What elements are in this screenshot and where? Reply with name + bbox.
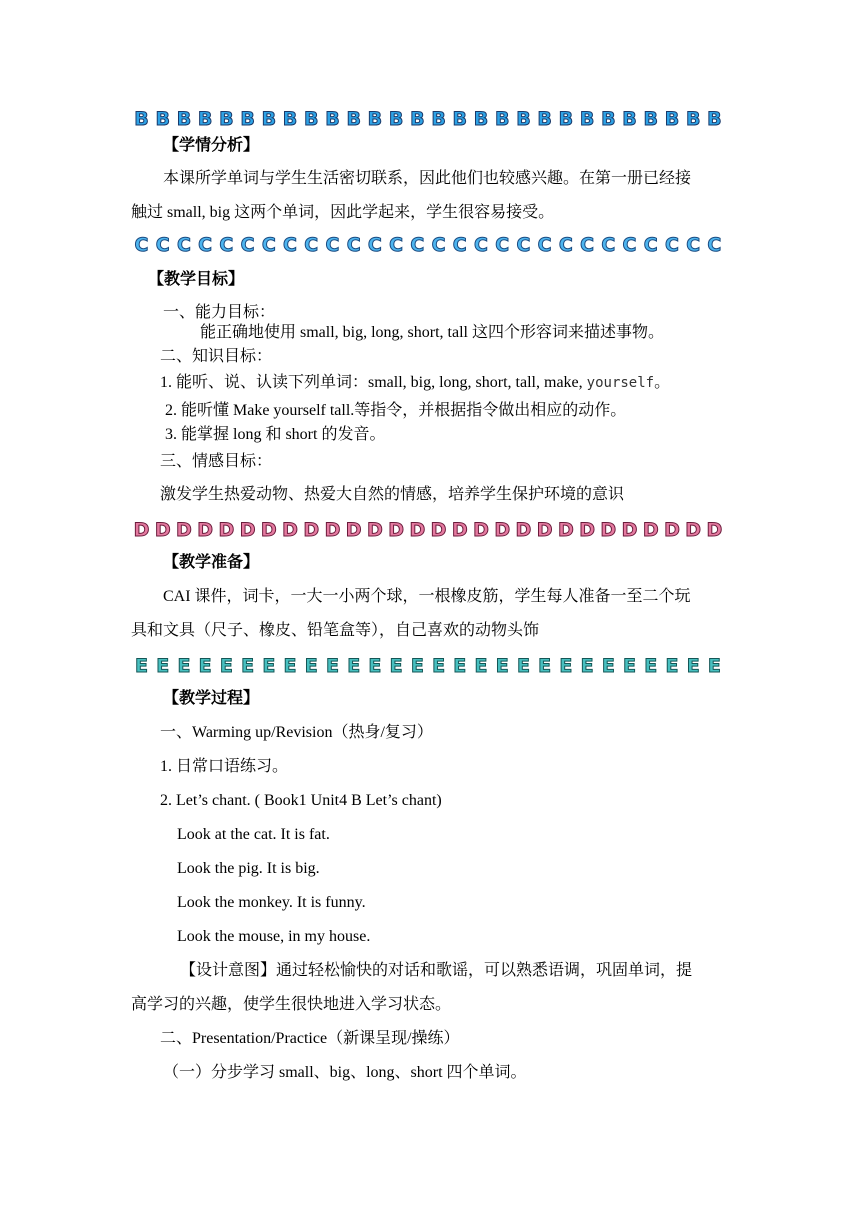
decorative-letter: C bbox=[622, 234, 637, 256]
decorative-letter: B bbox=[134, 108, 149, 130]
process-line: （一）分步学习 small、big、long、short 四个单词。 bbox=[163, 1064, 527, 1081]
process-line: 2. Let’s chant. ( Book1 Unit4 B Let’s chant) bbox=[160, 792, 442, 809]
decorative-letter: B bbox=[664, 108, 680, 130]
decorative-letter: C bbox=[283, 234, 297, 256]
goal-code-word: yourself bbox=[586, 375, 655, 391]
decorative-letter: C bbox=[219, 234, 234, 256]
chant-line: Look the pig. It is big. bbox=[177, 860, 320, 877]
goal-line: 能正确地使用 small, big, long, short, tall 这四个形容词来描述事物。 bbox=[200, 324, 664, 341]
decorative-letter: D bbox=[176, 519, 192, 541]
decorative-e-border bbox=[133, 655, 723, 677]
decorative-letter: C bbox=[240, 234, 255, 256]
decorative-letter: D bbox=[388, 519, 405, 541]
decorative-letter: D bbox=[685, 519, 702, 541]
decorative-letter: C bbox=[198, 234, 213, 256]
chant-line: Look the mouse, in my house. bbox=[177, 928, 371, 945]
paragraph-line: 触过 small, big 这两个单词，因此学起来，学生很容易接受。 bbox=[131, 204, 555, 221]
process-line: 1. 日常口语练习。 bbox=[160, 758, 289, 775]
decorative-letter: B bbox=[452, 108, 468, 130]
chant-line: Look the monkey. It is funny. bbox=[177, 894, 366, 911]
decorative-letter: E bbox=[623, 655, 637, 677]
decorative-letter: E bbox=[538, 655, 552, 677]
decorative-letter: B bbox=[643, 108, 658, 130]
decorative-letter: E bbox=[707, 655, 721, 677]
decorative-letter: B bbox=[431, 108, 446, 130]
decorative-letter: D bbox=[557, 519, 574, 541]
decorative-letter: D bbox=[621, 519, 638, 541]
decorative-letter: D bbox=[706, 519, 723, 541]
decorative-letter: B bbox=[367, 108, 383, 130]
decorative-letter: B bbox=[197, 108, 213, 130]
decorative-letter: D bbox=[409, 519, 426, 541]
decorative-letter: B bbox=[707, 108, 722, 130]
decorative-letter: B bbox=[155, 108, 170, 130]
heading-teaching-prep: 【教学准备】 bbox=[163, 554, 260, 571]
decorative-letter: D bbox=[239, 519, 256, 541]
decorative-letter: C bbox=[431, 234, 446, 256]
decorative-letter: C bbox=[537, 234, 552, 256]
decorative-letter: D bbox=[154, 519, 171, 541]
chant-line: Look at the cat. It is fat. bbox=[177, 826, 330, 843]
decorative-letter: E bbox=[389, 655, 403, 677]
decorative-letter: E bbox=[368, 655, 382, 677]
decorative-letter: D bbox=[494, 519, 511, 541]
decorative-letter: C bbox=[474, 234, 488, 256]
decorative-letter: B bbox=[304, 108, 319, 130]
decorative-letter: D bbox=[282, 519, 298, 541]
decorative-letter: B bbox=[601, 108, 616, 130]
decorative-letter: D bbox=[303, 519, 320, 541]
decorative-letter: B bbox=[176, 108, 192, 130]
goal-line: 激发学生热爱动物、热爱大自然的情感，培养学生保护环境的意识 bbox=[160, 486, 625, 503]
goal-text-end: 。 bbox=[654, 374, 671, 391]
decorative-letter: E bbox=[198, 655, 212, 677]
decorative-letter: B bbox=[622, 108, 637, 130]
decorative-letter: B bbox=[558, 108, 574, 130]
decorative-letter: D bbox=[218, 519, 235, 541]
process-line: 一、Warming up/Revision（热身/复习） bbox=[160, 724, 433, 741]
goal-line: 三、情感目标： bbox=[160, 453, 273, 470]
decorative-d-border bbox=[133, 519, 723, 541]
decorative-letter: C bbox=[495, 234, 510, 256]
decorative-letter: E bbox=[474, 655, 488, 677]
decorative-letter: E bbox=[283, 655, 297, 677]
decorative-letter: C bbox=[134, 234, 149, 256]
decorative-letter: D bbox=[197, 519, 214, 541]
decorative-letter: E bbox=[410, 655, 424, 677]
decorative-letter: D bbox=[345, 519, 362, 541]
decorative-letter: C bbox=[304, 234, 319, 256]
decorative-letter: E bbox=[665, 655, 679, 677]
decorative-letter: C bbox=[664, 234, 679, 256]
decorative-letter: C bbox=[367, 234, 382, 256]
decorative-letter: B bbox=[494, 108, 510, 130]
decorative-letter: E bbox=[686, 655, 700, 677]
decorative-letter: C bbox=[580, 234, 595, 256]
paragraph-line: 本课所学单词与学生生活密切联系，因此他们也较感兴趣。在第一册已经接 bbox=[163, 170, 692, 187]
goal-text: 1. 能听、说、认读下列单词：small, big, long, short, tall, make, bbox=[160, 374, 583, 391]
decorative-letter: E bbox=[135, 655, 148, 677]
decorative-letter: D bbox=[579, 519, 595, 541]
decorative-letter: E bbox=[432, 655, 446, 677]
decorative-letter: D bbox=[430, 519, 447, 541]
decorative-letter: E bbox=[453, 655, 467, 677]
paragraph-line: CAI 课件，词卡，一大一小两个球，一根橡皮筋，学生每人准备一至二个玩 bbox=[163, 588, 691, 605]
decorative-letter: E bbox=[177, 655, 191, 677]
decorative-letter: E bbox=[219, 655, 233, 677]
goal-line: 二、知识目标： bbox=[160, 348, 273, 365]
decorative-letter: D bbox=[451, 519, 468, 541]
decorative-letter: B bbox=[388, 108, 404, 130]
decorative-letter: D bbox=[515, 519, 532, 541]
decorative-letter: B bbox=[261, 108, 277, 130]
goal-line bbox=[160, 373, 670, 393]
decorative-letter: D bbox=[642, 519, 659, 541]
decorative-letter: D bbox=[324, 519, 341, 541]
decorative-letter: E bbox=[241, 655, 255, 677]
goal-line: 2. 能听懂 Make yourself tall.等指令，并根据指令做出相应的动作。 bbox=[165, 402, 627, 419]
decorative-letter: B bbox=[325, 108, 340, 130]
decorative-letter: C bbox=[686, 234, 701, 256]
decorative-letter: B bbox=[579, 108, 595, 130]
decorative-letter: B bbox=[282, 108, 298, 130]
decorative-c-border bbox=[133, 234, 723, 256]
decorative-letter: C bbox=[389, 234, 404, 256]
decorative-letter: B bbox=[346, 108, 361, 130]
heading-learning-analysis: 【学情分析】 bbox=[163, 137, 260, 154]
decorative-letter: E bbox=[580, 655, 594, 677]
decorative-letter: E bbox=[156, 655, 170, 677]
decorative-letter: E bbox=[304, 655, 318, 677]
heading-teaching-goals: 【教学目标】 bbox=[148, 271, 245, 288]
decorative-letter: E bbox=[347, 655, 361, 677]
decorative-letter: C bbox=[346, 234, 361, 256]
goal-line: 3. 能掌握 long 和 short 的发音。 bbox=[165, 426, 386, 443]
heading-teaching-process: 【教学过程】 bbox=[163, 690, 260, 707]
decorative-letter: E bbox=[601, 655, 615, 677]
decorative-letter: B bbox=[516, 108, 531, 130]
goal-line: 一、能力目标： bbox=[163, 304, 276, 321]
paragraph-line: 具和文具（尺子、橡皮、铅笔盒等），自己喜欢的动物头饰 bbox=[131, 622, 540, 639]
design-intent-line: 高学习的兴趣，使学生很快地进入学习状态。 bbox=[131, 996, 452, 1013]
decorative-letter: E bbox=[325, 655, 339, 677]
decorative-letter: B bbox=[685, 108, 701, 130]
decorative-letter: C bbox=[452, 234, 467, 256]
process-line: 二、Presentation/Practice（新课呈现/操练） bbox=[160, 1030, 460, 1047]
decorative-letter: B bbox=[240, 108, 255, 130]
decorative-letter: C bbox=[325, 234, 340, 256]
decorative-letter: E bbox=[495, 655, 509, 677]
decorative-letter: B bbox=[410, 108, 425, 130]
design-intent-line: 【设计意图】通过轻松愉快的对话和歌谣，可以熟悉语调，巩固单词，提 bbox=[180, 962, 693, 979]
decorative-letter: C bbox=[176, 234, 191, 256]
decorative-letter: B bbox=[219, 108, 234, 130]
decorative-letter: D bbox=[536, 519, 553, 541]
decorative-letter: B bbox=[537, 108, 552, 130]
decorative-letter: C bbox=[707, 234, 722, 256]
decorative-letter: E bbox=[262, 655, 276, 677]
decorative-letter: D bbox=[367, 519, 383, 541]
decorative-letter: C bbox=[558, 234, 573, 256]
decorative-letter: D bbox=[473, 519, 489, 541]
decorative-letter: E bbox=[516, 655, 530, 677]
decorative-letter: D bbox=[664, 519, 680, 541]
decorative-letter: E bbox=[644, 655, 658, 677]
decorative-letter: C bbox=[410, 234, 425, 256]
decorative-letter: D bbox=[133, 519, 150, 541]
decorative-letter: D bbox=[260, 519, 277, 541]
decorative-letter: C bbox=[261, 234, 276, 256]
decorative-letter: C bbox=[516, 234, 531, 256]
decorative-letter: C bbox=[643, 234, 658, 256]
decorative-letter: C bbox=[601, 234, 616, 256]
decorative-letter: B bbox=[473, 108, 489, 130]
decorative-letter: E bbox=[559, 655, 573, 677]
decorative-b-border bbox=[133, 108, 723, 130]
decorative-letter: D bbox=[600, 519, 617, 541]
decorative-letter: C bbox=[155, 234, 170, 256]
